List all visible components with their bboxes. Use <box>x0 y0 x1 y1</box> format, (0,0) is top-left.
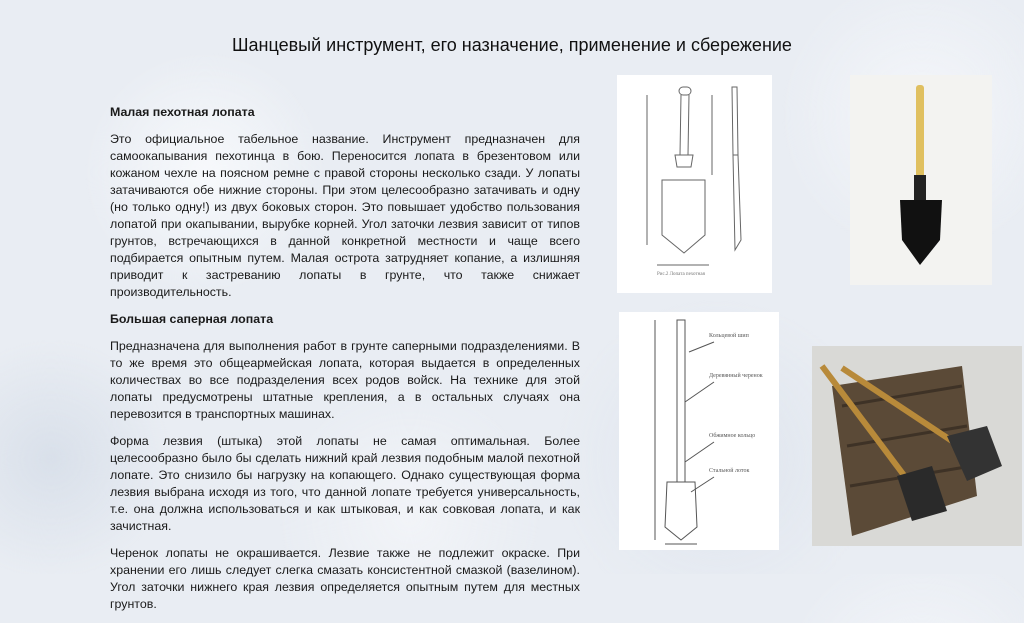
svg-text:Обжимное кольцо: Обжимное кольцо <box>709 433 756 439</box>
paragraph: Черенок лопаты не окрашивается. Лезвие также не подлежит окраске. При хранении его лишь следует слегка смазать консистентной смазкой (вазелином). Угол заточки нижнего края лезвия определяется опытным путем для местных грунтов. <box>110 546 580 611</box>
small-shovel-photo <box>850 75 992 285</box>
small-shovel-drawing <box>617 75 772 293</box>
svg-text:Стальной лоток: Стальной лоток <box>709 468 750 474</box>
svg-text:Рис.2 Лопата пехотная: Рис.2 Лопата пехотная <box>657 272 705 277</box>
sapper-shovels-photo <box>812 346 1022 546</box>
slide-title: Шанцевый инструмент, его назначение, применение и сбережение <box>232 35 792 55</box>
section-heading: Малая пехотная лопата <box>110 105 255 119</box>
paragraph: Предназначена для выполнения работ в грунте саперными подразделениями. В то же время это общеармейская лопата, которая выдается в определенных количествах во все подразделения всех родов войск. На технике для этой лопаты предусмотрены штатные крепления, а в остальных случаях она перевозится в транспортных машинах. <box>110 339 580 421</box>
large-shovel-drawing <box>619 312 779 550</box>
svg-text:Деревянный черенок: Деревянный черенок <box>709 373 763 379</box>
paragraph: Форма лезвия (штыка) этой лопаты не самая оптимальная. Более целесообразно было бы сделать нижний край лезвия подобным малой пехотной лопате. Это снизило бы нагрузку на копающего. Однако существующая форма лезвия выбрана исходя из того, что данной лопате требуется универсальность, т.е. она должна использоваться и как штыковая, и как совковая лопата, и как зачистная. <box>110 434 580 533</box>
section-heading: Большая саперная лопата <box>110 312 274 326</box>
slide-body <box>110 104 580 623</box>
paragraph: Это официальное табельное название. Инструмент предназначен для самоокапывания пехотинца в бою. Переносится лопата в брезентовом или кожаном чехле на поясном ремне с правой стороны несколько сзади. У лопаты затачиваются обе нижние стороны. При этом целесообразно затачивать и одну (но только одну!) из двух боковых сторон. Это повышает удобство пользования лопатой при окапывании, вырубке корней. Угол заточки лезвия зависит от типов грунтов, встречающихся в данной конкретной местности и чаще всего подбирается опытным путем. Малая острота затрудняет копание, а излишняя приводит к застреванию лопаты в грунте, что также снижает производительность. <box>110 132 580 299</box>
svg-text:Кольцевой шип: Кольцевой шип <box>709 333 749 339</box>
